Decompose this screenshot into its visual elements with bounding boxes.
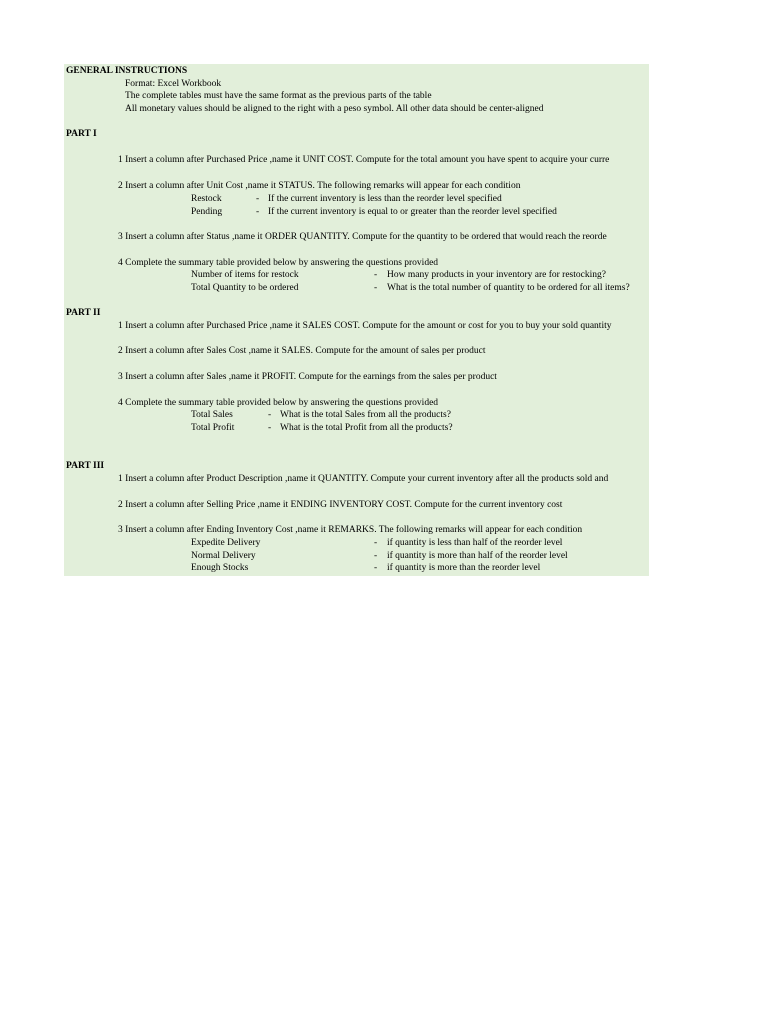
general-heading: GENERAL INSTRUCTIONS xyxy=(66,66,188,76)
summary-label: Total Profit xyxy=(191,423,235,433)
part1-item-3: 3 Insert a column after Status ,name it ORDER QUANTITY. Compute for the quantity to be ordered that would reach the reorde xyxy=(118,232,607,242)
remark-label: Expedite Delivery xyxy=(191,538,261,548)
condition-dash: - xyxy=(256,207,260,217)
part2-heading-row xyxy=(64,307,649,320)
general-line xyxy=(64,103,649,116)
part2-item-1: 1 Insert a column after Purchased Price ,name it SALES COST. Compute for the amount or cost for you to buy your sold quantity xyxy=(118,321,612,331)
part3-item xyxy=(64,524,649,537)
part1-item xyxy=(64,180,649,193)
status-condition-row xyxy=(64,206,649,219)
part1-item-1: 1 Insert a column after Purchased Price ,name it UNIT COST. Compute for the total amount you have spent to acquire your curre xyxy=(118,155,610,165)
part3-item-2: 2 Insert a column after Selling Price ,name it ENDING INVENTORY COST. Compute for the current inventory cost xyxy=(118,500,563,510)
part2-item-2: 2 Insert a column after Sales Cost ,name it SALES. Compute for the amount of sales per product xyxy=(118,346,486,356)
condition-label: Pending xyxy=(191,207,223,217)
part2-item xyxy=(64,320,649,333)
part2-item-3: 3 Insert a column after Sales ,name it PROFIT. Compute for the earnings from the sales per product xyxy=(118,372,497,382)
summary-dash: - xyxy=(268,410,272,420)
general-heading-row xyxy=(64,65,649,78)
summary-row xyxy=(64,422,649,435)
part1-heading: PART I xyxy=(66,129,97,139)
summary-label: Total Quantity to be ordered xyxy=(191,283,299,293)
part2-item xyxy=(64,345,649,358)
part2-item xyxy=(64,371,649,384)
remark-row xyxy=(64,537,649,550)
remark-dash: - xyxy=(374,551,378,561)
general-line-table-format: The complete tables must have the same format as the previous parts of the table xyxy=(125,91,432,101)
status-condition-row xyxy=(64,193,649,206)
condition-text: If the current inventory is equal to or greater than the reorder level specified xyxy=(268,207,557,217)
instructions-sheet xyxy=(64,64,649,576)
part1-item-2: 2 Insert a column after Unit Cost ,name it STATUS. The following remarks will appear for each condition xyxy=(118,181,521,191)
part3-item-1: 1 Insert a column after Product Description ,name it QUANTITY. Compute your current inventory after all the products sold and xyxy=(118,474,609,484)
summary-label: Number of items for restock xyxy=(191,270,299,280)
summary-question: What is the total Sales from all the products? xyxy=(280,410,451,420)
remark-text: if quantity is less than half of the reorder level xyxy=(387,538,563,548)
remark-label: Normal Delivery xyxy=(191,551,256,561)
part1-item-4: 4 Complete the summary table provided below by answering the questions provided xyxy=(118,258,439,268)
remark-text: if quantity is more than half of the reorder level xyxy=(387,551,568,561)
part1-item xyxy=(64,154,649,167)
condition-dash: - xyxy=(256,194,260,204)
summary-question: How many products in your inventory are for restocking? xyxy=(387,270,606,280)
condition-label: Restock xyxy=(191,194,222,204)
remark-row xyxy=(64,562,649,575)
part2-item-4: 4 Complete the summary table provided below by answering the questions provided xyxy=(118,398,439,408)
condition-text: If the current inventory is less than the reorder level specified xyxy=(268,194,502,204)
part1-item xyxy=(64,231,649,244)
general-line-format: Format: Excel Workbook xyxy=(125,79,222,89)
summary-label: Total Sales xyxy=(191,410,233,420)
summary-dash: - xyxy=(268,423,272,433)
part3-heading: PART III xyxy=(66,461,105,471)
summary-row xyxy=(64,282,649,295)
remark-dash: - xyxy=(374,538,378,548)
part3-item xyxy=(64,499,649,512)
remark-label: Enough Stocks xyxy=(191,563,249,573)
remark-dash: - xyxy=(374,563,378,573)
part3-item-3: 3 Insert a column after Ending Inventory Cost ,name it REMARKS. The following remarks will appear for each condition xyxy=(118,525,583,535)
summary-dash: - xyxy=(374,270,378,280)
summary-dash: - xyxy=(374,283,378,293)
general-line-alignment: All monetary values should be aligned to the right with a peso symbol. All other data should be center-aligned xyxy=(125,104,544,114)
part3-heading-row xyxy=(64,460,649,473)
general-line xyxy=(64,90,649,103)
part3-item xyxy=(64,473,649,486)
summary-row xyxy=(64,269,649,282)
summary-question: What is the total Profit from all the products? xyxy=(280,423,453,433)
summary-question: What is the total number of quantity to be ordered for all items? xyxy=(387,283,630,293)
summary-row xyxy=(64,409,649,422)
part1-heading-row xyxy=(64,128,649,141)
remark-text: if quantity is more than the reorder level xyxy=(387,563,541,573)
part2-heading: PART II xyxy=(66,308,101,318)
